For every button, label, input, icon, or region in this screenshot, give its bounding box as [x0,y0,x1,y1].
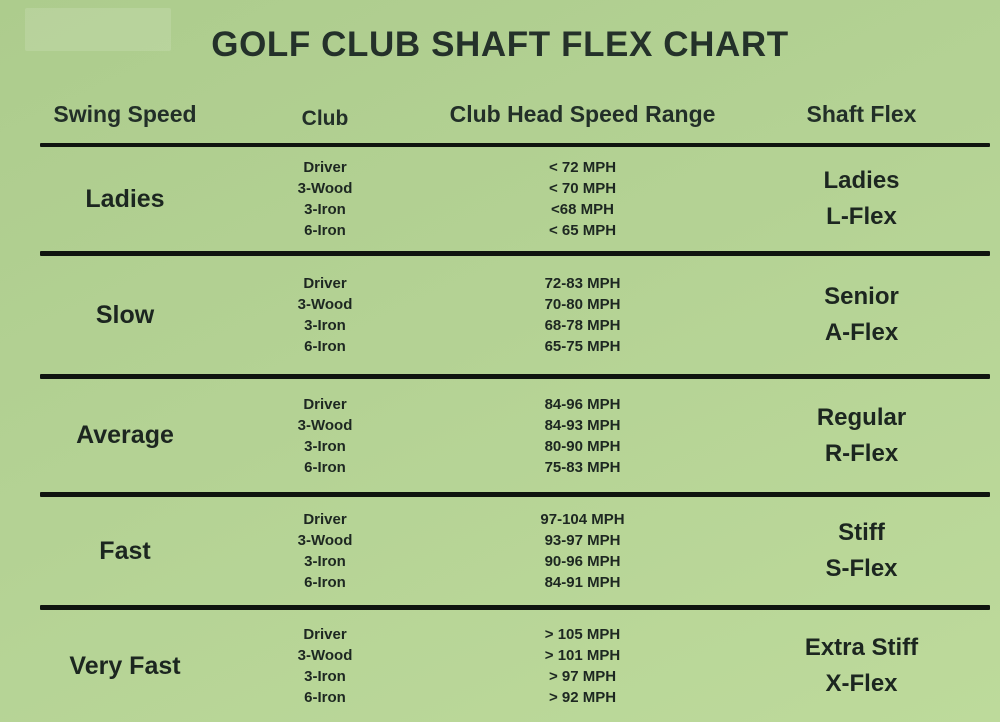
shaft-flex-code: S-Flex [825,555,898,582]
shaft-flex-code: A-Flex [824,319,899,346]
swing-speed-cell: Fast [99,536,151,565]
speed-range-value: 97-104 MPH [540,511,625,528]
swing-speed-cell: Average [76,421,174,449]
column-header-club-label: Club [301,107,349,130]
speed-range-cell [400,256,765,374]
clubs-cell [250,610,400,722]
speed-range-value: <68 MPH [551,201,614,218]
club-name: 6-Iron [304,338,346,355]
swing-speed-cell: Ladies [85,184,165,213]
speed-range-value: 68-78 MPH [544,317,621,334]
shaft-flex-code: X-Flex [825,670,898,697]
column-header-swing-speed: Swing Speed [53,100,197,127]
clubs-cell [250,147,400,251]
clubs-cell [250,379,400,492]
speed-range-cell [400,610,765,722]
club-name: 3-Iron [304,668,346,685]
column-header-club [250,85,400,143]
shaft-flex-code: R-Flex [824,439,899,467]
club-name: Driver [303,395,347,413]
speed-range-value: > 105 MPH [544,626,621,643]
club-name: 3-Iron [304,201,346,218]
shaft-flex-cell [765,256,1000,374]
club-name: 3-Wood [297,296,353,313]
shaft-flex-cell [765,610,1000,722]
speed-range-value: > 97 MPH [548,668,617,685]
clubs-cell [250,497,400,605]
club-name: 6-Iron [304,574,346,591]
club-name: 6-Iron [304,689,346,706]
shaft-flex-name: Ladies [823,167,900,194]
speed-range-cell [400,379,765,492]
club-name: 3-Wood [297,416,353,434]
speed-range-cell [400,497,765,605]
shaft-flex-name: Senior [824,283,899,310]
swing-speed-cell: Very Fast [69,651,181,680]
speed-range-value: > 101 MPH [544,647,621,664]
table-row [0,379,1000,492]
club-name: 3-Iron [304,553,346,570]
club-name: 6-Iron [304,458,346,476]
club-name: 3-Iron [304,317,346,334]
club-name: Driver [303,626,347,643]
shaft-flex-cell [765,147,1000,251]
shaft-flex-cell [765,497,1000,605]
shaft-flex-cell [765,379,1000,492]
swing-speed-cell: Slow [95,300,155,329]
club-name: Driver [303,275,347,292]
table-row [0,497,1000,605]
speed-range-value: 84-96 MPH [544,395,621,413]
shaft-flex-name: Regular [816,403,907,431]
shaft-flex-name: Stiff [838,519,885,546]
page-title: GOLF CLUB SHAFT FLEX CHART [211,24,789,64]
speed-range-value: 84-93 MPH [544,416,621,434]
column-header-speed-range: Club Head Speed Range [449,100,716,127]
top-left-blank-patch [25,8,171,51]
speed-range-value: 84-91 MPH [544,574,621,591]
speed-range-value: 90-96 MPH [544,553,621,570]
shaft-flex-name: Extra Stiff [804,634,919,661]
speed-range-value: 65-75 MPH [544,338,621,355]
club-name: 3-Wood [297,647,353,664]
speed-range-value: < 70 MPH [548,180,617,197]
speed-range-cell [400,147,765,251]
column-header-shaft-flex: Shaft Flex [806,100,917,127]
shaft-flex-code: L-Flex [826,203,897,230]
speed-range-value: 80-90 MPH [544,437,621,455]
club-name: Driver [303,159,347,176]
club-name: 3-Wood [297,180,353,197]
speed-range-value: < 72 MPH [548,159,617,176]
club-name: 3-Wood [297,532,353,549]
club-name: Driver [303,511,347,528]
club-name: 6-Iron [304,222,346,239]
table-row [0,147,1000,251]
club-name: 3-Iron [304,437,346,455]
table-row [0,610,1000,722]
speed-range-value: > 92 MPH [548,689,617,706]
clubs-cell [250,256,400,374]
speed-range-value: 72-83 MPH [544,275,621,292]
speed-range-value: 93-97 MPH [544,532,621,549]
table-header [0,85,1000,143]
speed-range-value: < 65 MPH [548,222,617,239]
speed-range-value: 70-80 MPH [544,296,621,313]
speed-range-value: 75-83 MPH [544,458,621,476]
table-row [0,256,1000,374]
